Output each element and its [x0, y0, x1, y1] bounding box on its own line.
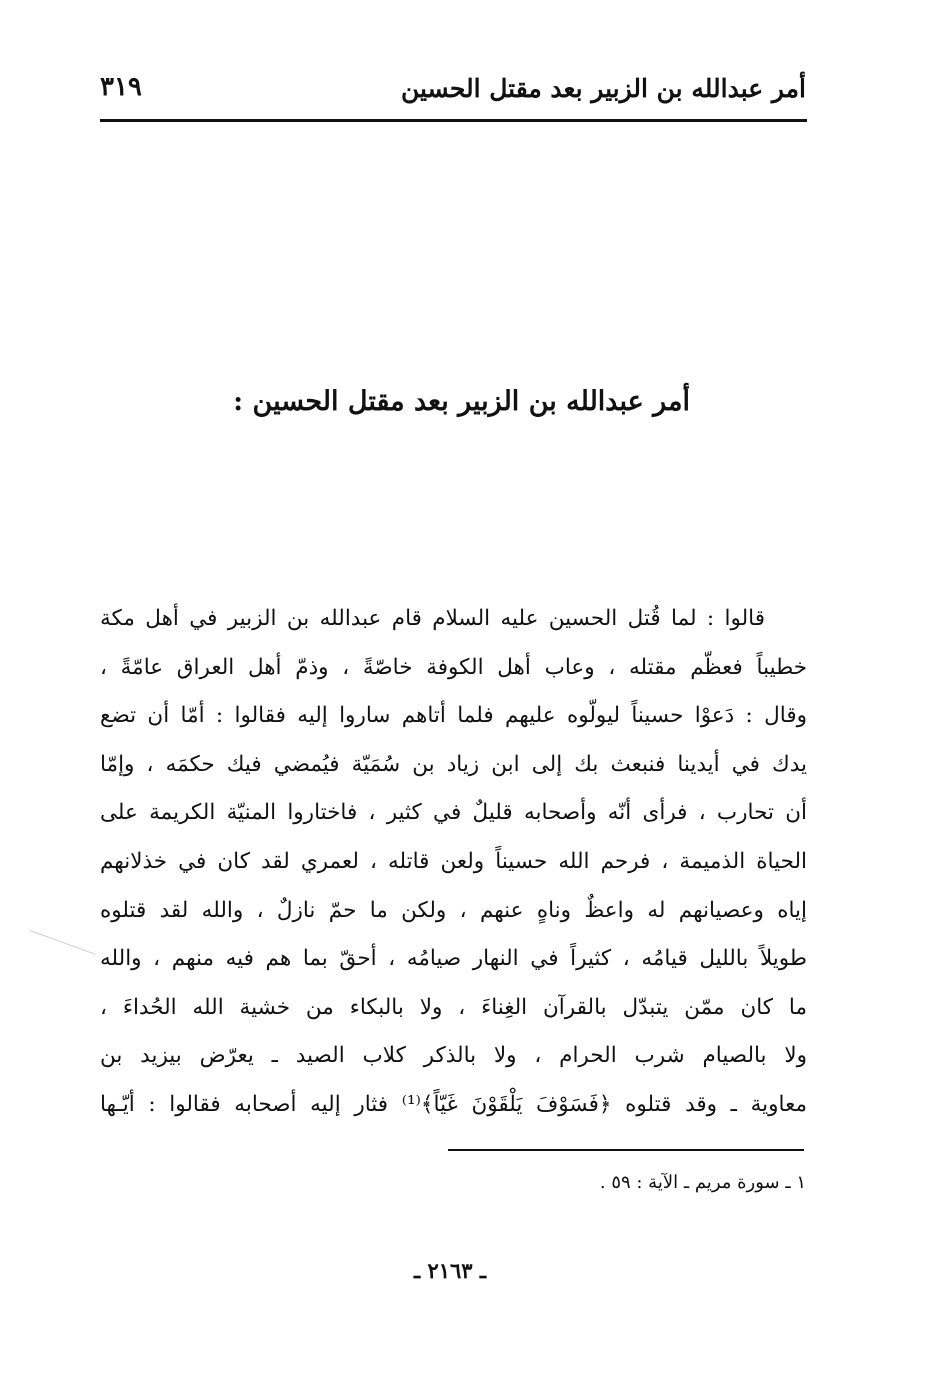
scan-mark	[30, 930, 96, 955]
text-line: الحياة الذميمة ، فرحم الله حسيناً ولعن قاتله ، لعمري لقد كان في خذلانهم	[100, 848, 807, 874]
page-number: ٣١٩	[100, 72, 142, 102]
text-line: إياه وعصيانهم له واعظٌ وناهٍ عنهم ، ولكن ما حمّ نازلٌ ، والله لقد قتلوه	[100, 897, 807, 923]
footnote: ١ ـ سورة مريم ـ الآية : ٥٩ .	[599, 1172, 806, 1193]
text-line: ما كان ممّن يتبدّل بالقرآن الغِناءَ ، ولا بالبكاء من خشية الله الحُداءَ ،	[100, 994, 807, 1020]
text-line: طويلاً بالليل قيامُه ، كثيراً في النهار صيامُه ، أحقّ بما هم فيه منهم ، والله	[100, 946, 807, 972]
text-line: أن تحارب ، فرأى أنّه وأصحابه قليلٌ في كثير ، فاختاروا المنيّة الكريمة على	[100, 800, 807, 826]
running-title: أمر عبدالله بن الزبير بعد مقتل الحسين	[400, 74, 806, 103]
header-rule	[100, 119, 807, 122]
body-text	[100, 598, 807, 1133]
running-header	[100, 68, 806, 118]
folio-number: ـ ٢١٦٣ ـ	[413, 1258, 487, 1283]
text-line: يدك في أيدينا فنبعث بك إلى ابن زياد بن سُمَيّة فيُمضي فيك حكمَه ، وإمّا	[100, 751, 807, 777]
text-line: قالوا : لما قُتل الحسين عليه السلام قام عبدالله بن الزبير في أهل مكة	[100, 606, 765, 631]
text-line: ولا بالصيام شرب الحرام ، ولا بالذكر كلاب الصيد ـ يعرّض بيزيد بن	[100, 1043, 807, 1069]
text-line: معاوية ـ وقد قتلوه ﴿فَسَوْفَ يَلْقَوْنَ غَيّاً﴾⁽¹⁾ فثار إليه أصحابه فقالوا : أيّـها	[100, 1091, 807, 1117]
footnote-rule	[448, 1149, 804, 1151]
section-heading: أمر عبدالله بن الزبير بعد مقتل الحسين :	[233, 386, 690, 417]
text-line: خطيباً فعظّم مقتله ، وعاب أهل الكوفة خاصّةً ، وذمّ أهل العراق عامّةً ،	[100, 654, 807, 680]
text-line: وقال : دَعوْا حسيناً ليولّوه عليهم فلما أتاهم ساروا إليه فقالوا : أمّا أن تضع	[100, 703, 807, 729]
